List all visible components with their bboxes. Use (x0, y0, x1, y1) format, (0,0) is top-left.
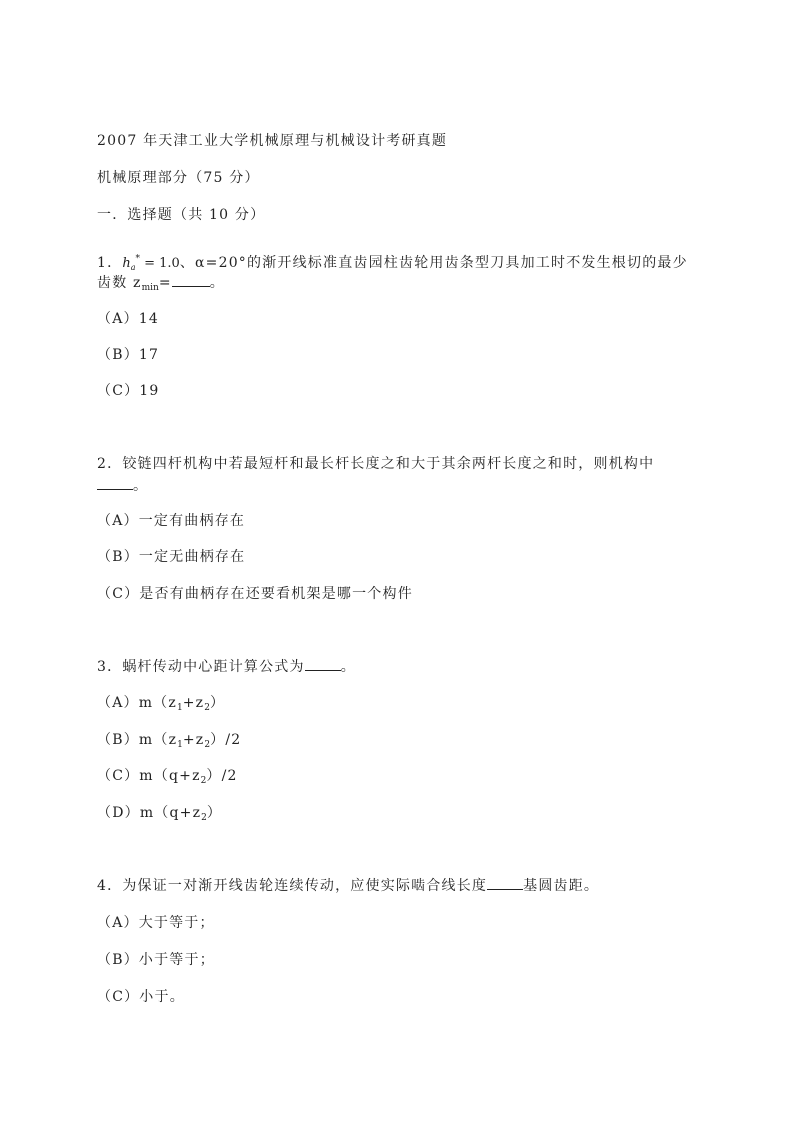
question-1-option-b: （B）17 (97, 347, 160, 363)
option-sub: 2 (204, 703, 210, 713)
option-sub: 2 (204, 740, 211, 750)
question-2-line-2 (97, 476, 148, 496)
question-1-text-end: 。 (209, 275, 225, 291)
question-3-text-end: 。 (340, 659, 356, 675)
formula-sub: a (130, 263, 136, 272)
question-1-text-pre: 齿数 z (97, 275, 142, 291)
option-text: +z (182, 695, 205, 711)
question-2-option-a: （A）一定有曲柄存在 (97, 513, 246, 529)
question-3-blank (305, 658, 341, 671)
question-4-line-1 (97, 876, 599, 896)
question-1-blank (172, 274, 210, 287)
question-3-option-b (97, 730, 241, 755)
question-2-option-c: （C）是否有曲柄存在还要看机架是哪一个构件 (97, 586, 413, 602)
question-3-line-1 (97, 657, 356, 677)
option-text: ）/2 (210, 732, 242, 748)
question-4-text-end: 基圆齿距。 (523, 878, 600, 894)
option-text: （A）m（z (97, 695, 177, 711)
question-3-option-a (97, 693, 225, 718)
question-4-number: 4． (97, 878, 123, 894)
question-4-blank (487, 877, 523, 890)
option-sub: 1 (176, 703, 183, 713)
option-text: ） (209, 695, 226, 711)
formula-h: h (122, 256, 131, 271)
option-text: （C）m（q+z (97, 768, 201, 784)
option-text: ） (206, 805, 223, 821)
option-sub: 2 (200, 776, 207, 786)
question-2-text: 铰链四杆机构中若最短杆和最长杆长度之和大于其余两杆长度之和时，则机构中 (122, 456, 655, 472)
question-1-option-a: （A）14 (97, 311, 159, 327)
option-text: （B）m（z (97, 732, 178, 748)
question-2-blank (97, 477, 133, 490)
option-sub: 2 (201, 813, 207, 823)
question-4-text: 为保证一对渐开线齿轮连续传动，应使实际啮合线长度 (122, 878, 488, 894)
question-4-option-b: （B）小于等于； (97, 952, 215, 968)
question-1-text: 、α=20°的渐开线标准直齿园柱齿轮用齿条型刀具加工时不发生根切的最少 (179, 255, 688, 271)
question-1-sub: min (141, 283, 159, 293)
question-1-formula (122, 256, 180, 271)
document-title: 2007 年天津工业大学机械原理与机械设计考研真题 (97, 133, 448, 149)
question-2-option-b: （B）一定无曲柄存在 (97, 549, 246, 565)
question-1-text-post: = (158, 275, 172, 291)
question-2-line-1 (97, 454, 654, 474)
formula-star: * (135, 254, 140, 264)
part-heading: 一．选择题（共 10 分） (97, 207, 266, 223)
formula-rhs: = 1.0 (144, 256, 180, 271)
question-3-text: 蜗杆传动中心距计算公式为 (122, 659, 305, 675)
question-4-option-a: （A）大于等于； (97, 915, 215, 931)
question-2-text-end: 。 (133, 478, 149, 494)
option-sub: 1 (177, 740, 183, 750)
option-text: ）/2 (206, 768, 238, 784)
question-3-option-c (97, 766, 238, 791)
option-text: （D）m（q+z (97, 805, 202, 821)
option-text: +z (182, 732, 205, 748)
question-1-line-2 (97, 273, 225, 298)
question-2-number: 2． (97, 456, 123, 472)
section-heading: 机械原理部分（75 分） (97, 170, 260, 186)
question-3-number: 3． (97, 659, 123, 675)
question-1-number: 1． (97, 255, 123, 271)
question-3-option-d (97, 803, 222, 828)
question-4-option-c: （C）小于。 (97, 989, 185, 1005)
question-1-option-c: （C）19 (97, 383, 160, 399)
